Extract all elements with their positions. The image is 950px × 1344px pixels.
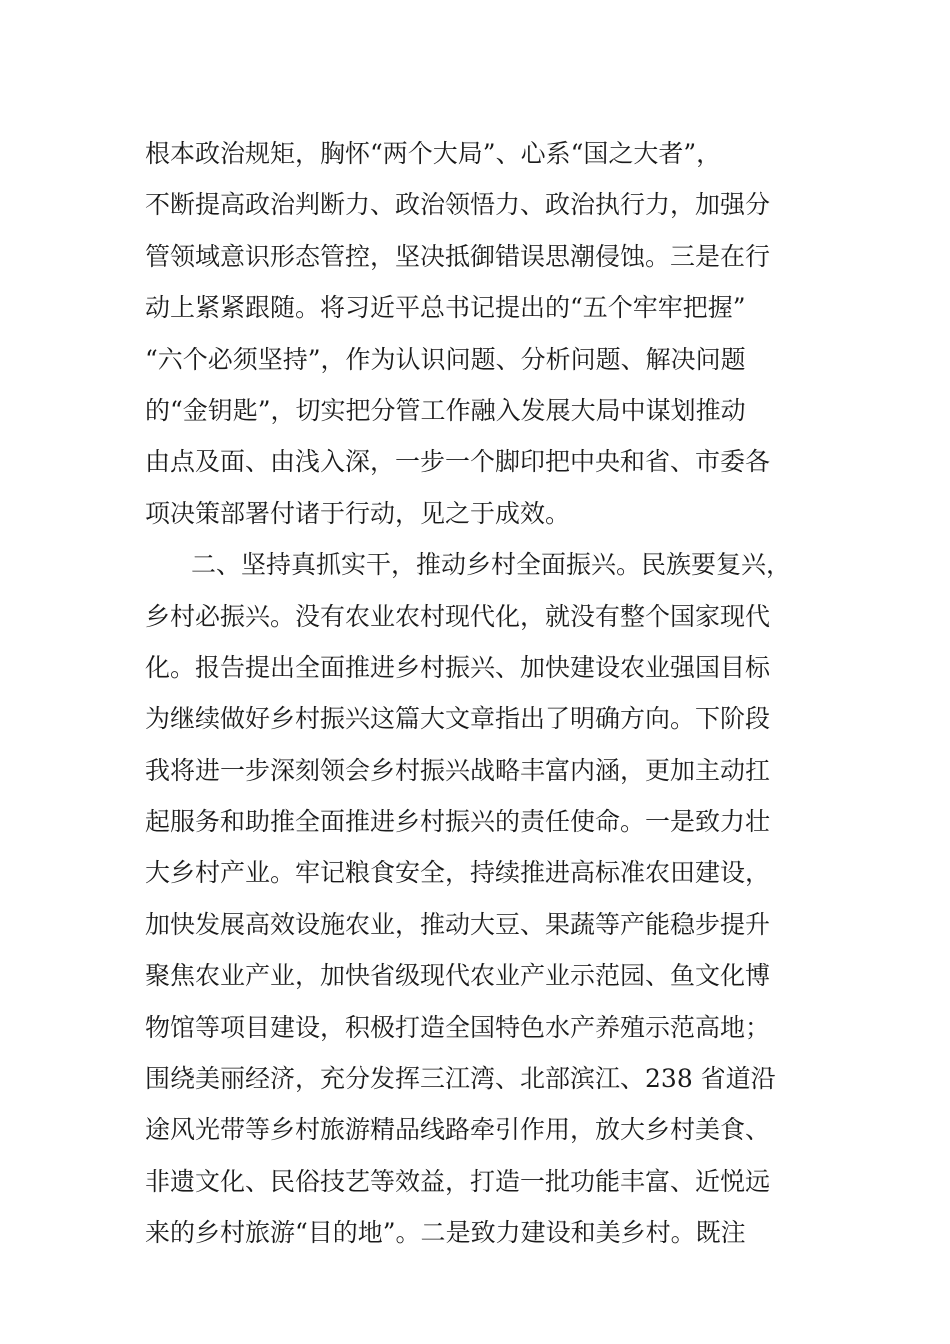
text-line: 物馆等项目建设，积极打造全国特色水产养殖示范高地； <box>145 1012 771 1042</box>
text-line: 途风光带等乡村旅游精品线路牵引作用，放大乡村美食、 <box>145 1115 771 1145</box>
text-line: 我将进一步深刻领会乡村振兴战略丰富内涵，更加主动扛 <box>145 755 771 785</box>
text-line: 动上紧紧跟随。将习近平总书记提出的“五个牢牢把握” <box>145 293 746 323</box>
text-line: 起服务和助推全面推进乡村振兴的责任使命。一是致力壮 <box>145 807 771 837</box>
text-line: 化。报告提出全面推进乡村振兴、加快建设农业强国目标 <box>145 652 771 682</box>
text-line: 的“金钥匙”，切实把分管工作融入发展大局中谋划推动 <box>145 395 746 425</box>
text-line: 乡村必振兴。没有农业农村现代化，就没有整个国家现代 <box>145 601 771 631</box>
section-heading-line: 二、坚持真抓实干，推动乡村全面振兴。民族要复兴， <box>191 550 792 580</box>
text-line: 项决策部署付诸于行动，见之于成效。 <box>145 498 571 528</box>
text-line: 大乡村产业。牢记粮食安全，持续推进高标准农田建设， <box>145 858 771 888</box>
text-line: 非遗文化、民俗技艺等效益，打造一批功能丰富、近悦远 <box>145 1166 771 1196</box>
text-line: 管领域意识形态管控，坚决抵御错误思潮侵蚀。三是在行 <box>145 241 771 271</box>
text-line: 围绕美丽经济，充分发挥三江湾、北部滨江、238 省道沿 <box>145 1064 776 1094</box>
text-line: 加快发展高效设施农业，推动大豆、果蔬等产能稳步提升 <box>145 909 771 939</box>
text-line: 由点及面、由浅入深，一步一个脚印把中央和省、市委各 <box>145 447 771 477</box>
text-line: 不断提高政治判断力、政治领悟力、政治执行力，加强分 <box>145 190 771 220</box>
text-line: 根本政治规矩，胸怀“两个大局”、心系“国之大者”， <box>145 139 722 168</box>
document-body <box>145 128 825 1259</box>
text-line: 来的乡村旅游“目的地”。二是致力建设和美乡村。既注 <box>145 1218 746 1248</box>
text-line: 聚焦农业产业，加快省级现代农业产业示范园、鱼文化博 <box>145 961 771 991</box>
text-line: “六个必须坚持”，作为认识问题、分析问题、解决问题 <box>145 344 746 374</box>
text-line: 为继续做好乡村振兴这篇大文章指出了明确方向。下阶段 <box>145 704 771 734</box>
